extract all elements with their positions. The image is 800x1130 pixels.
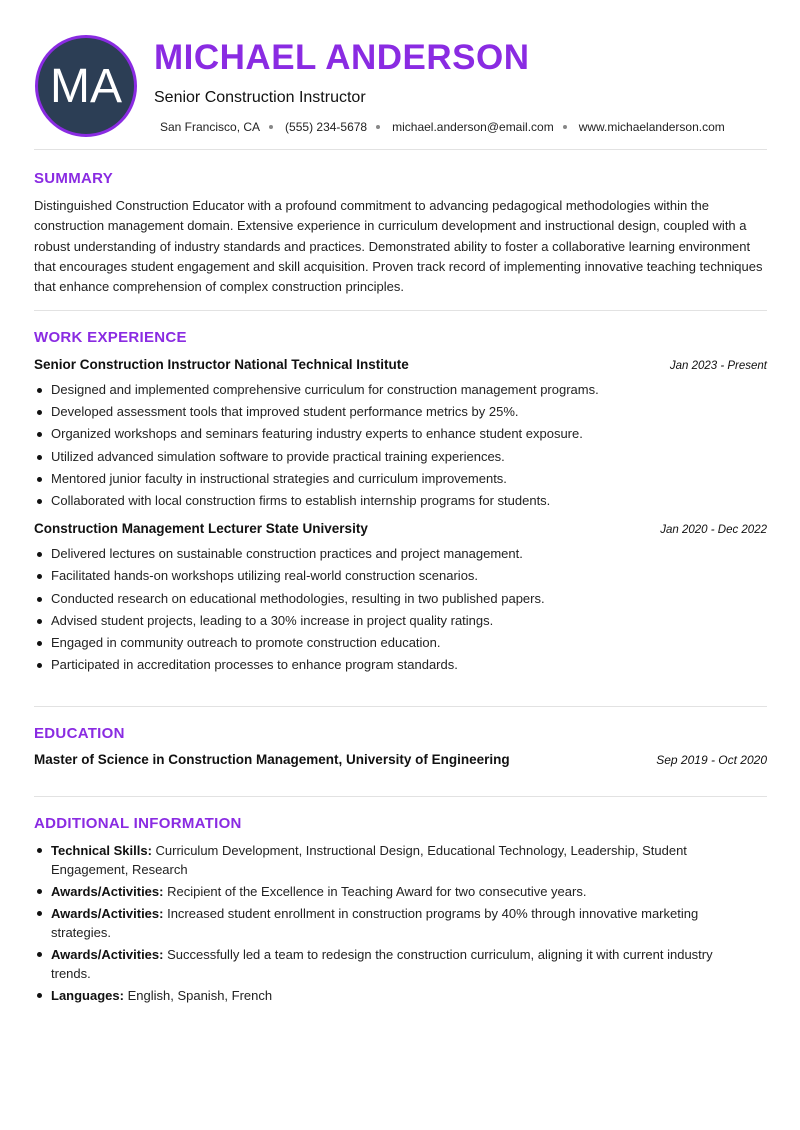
- job-entry: [34, 357, 767, 512]
- contact-info: [160, 120, 725, 134]
- additional-info-list: [34, 841, 767, 1005]
- info-label: Awards/Activities:: [51, 947, 164, 962]
- list-item: [34, 986, 767, 1005]
- separator-dot: [269, 125, 273, 129]
- list-item: Developed assessment tools that improved student performance metrics by 25%.: [34, 401, 767, 423]
- list-item: Delivered lectures on sustainable construction practices and project management.: [34, 543, 767, 565]
- info-label: Technical Skills:: [51, 843, 152, 858]
- education-section: [34, 707, 767, 797]
- job-title: Senior Construction Instructor: [154, 89, 366, 106]
- section-heading-additional: ADDITIONAL INFORMATION: [34, 815, 242, 832]
- list-item: Participated in accreditation processes to enhance program standards.: [34, 654, 767, 676]
- additional-info-section: [34, 797, 767, 1005]
- section-heading-education: EDUCATION: [34, 725, 125, 742]
- list-item: Organized workshops and seminars featuring industry experts to enhance student exposure.: [34, 423, 767, 445]
- avatar-initials: MA: [50, 59, 122, 113]
- separator-dot: [563, 125, 567, 129]
- job-entry-date: Jan 2023 - Present: [669, 360, 767, 372]
- contact-location: San Francisco, CA: [160, 120, 261, 134]
- resume-header: [34, 0, 767, 150]
- list-item: [34, 945, 767, 983]
- list-item: Designed and implemented comprehensive curriculum for construction management programs.: [34, 379, 767, 401]
- info-label: Awards/Activities:: [51, 884, 164, 899]
- job-bullets: [34, 543, 767, 676]
- info-text: Curriculum Development, Instructional Design, Educational Technology, Leadership, Student Engagement, Research: [51, 843, 687, 877]
- list-item: Advised student projects, leading to a 30% increase in project quality ratings.: [34, 610, 767, 632]
- info-label: Languages:: [51, 988, 124, 1003]
- list-item: Conducted research on educational methodologies, resulting in two published papers.: [34, 588, 767, 610]
- info-text: Successfully led a team to redesign the construction curriculum, aligning it with current industry trends.: [51, 947, 713, 981]
- job-entry-title: Senior Construction Instructor National Technical Institute: [34, 357, 409, 372]
- job-entry-title: Construction Management Lecturer State University: [34, 521, 368, 537]
- education-date: Sep 2019 - Oct 2020: [656, 753, 767, 767]
- list-item: Collaborated with local construction firms to establish internship programs for students.: [34, 490, 767, 512]
- list-item: Mentored junior faculty in instructional strategies and curriculum improvements.: [34, 468, 767, 490]
- candidate-name: MICHAEL ANDERSON: [154, 38, 530, 77]
- info-label: Awards/Activities:: [51, 906, 164, 921]
- summary-section: [34, 150, 767, 311]
- job-entry: [34, 521, 767, 676]
- avatar: [35, 35, 137, 137]
- list-item: Facilitated hands-on workshops utilizing real-world construction scenarios.: [34, 565, 767, 587]
- list-item: [34, 841, 767, 879]
- list-item: [34, 904, 767, 942]
- contact-phone: (555) 234-5678: [285, 120, 368, 134]
- list-item: [34, 882, 767, 901]
- section-heading-summary: SUMMARY: [34, 170, 114, 187]
- work-experience-section: [34, 311, 767, 707]
- job-entry-date: Jan 2020 - Dec 2022: [660, 524, 767, 537]
- list-item: Engaged in community outreach to promote construction education.: [34, 632, 767, 654]
- info-text: English, Spanish, French: [123, 988, 273, 1003]
- list-item: Utilized advanced simulation software to provide practical training experiences.: [34, 446, 767, 468]
- contact-website[interactable]: www.michaelanderson.com: [578, 120, 725, 134]
- education-degree: Master of Science in Construction Management, University of Engineering: [34, 752, 510, 767]
- info-text: Increased student enrollment in construction programs by 40% through innovative marketing strategies.: [51, 906, 699, 940]
- summary-text: Distinguished Construction Educator with a profound commitment to advancing pedagogical methodologies within the construction management domain. Extensive experience in curriculum development and instructional design, coupled with a robust understanding of industry standards and practices. Demonstrated ability to foster a collaborative learning environment that encourages student engagement and skill acquisition. Proven track record of implementing innovative teaching techniques that enhance comprehension of complex construction principles.: [34, 198, 763, 295]
- info-text: Recipient of the Excellence in Teaching Award for two consecutive years.: [163, 884, 587, 899]
- contact-email[interactable]: michael.anderson@email.com: [392, 120, 554, 134]
- job-bullets: [34, 379, 767, 512]
- section-heading-work: WORK EXPERIENCE: [34, 329, 187, 346]
- separator-dot: [376, 125, 380, 129]
